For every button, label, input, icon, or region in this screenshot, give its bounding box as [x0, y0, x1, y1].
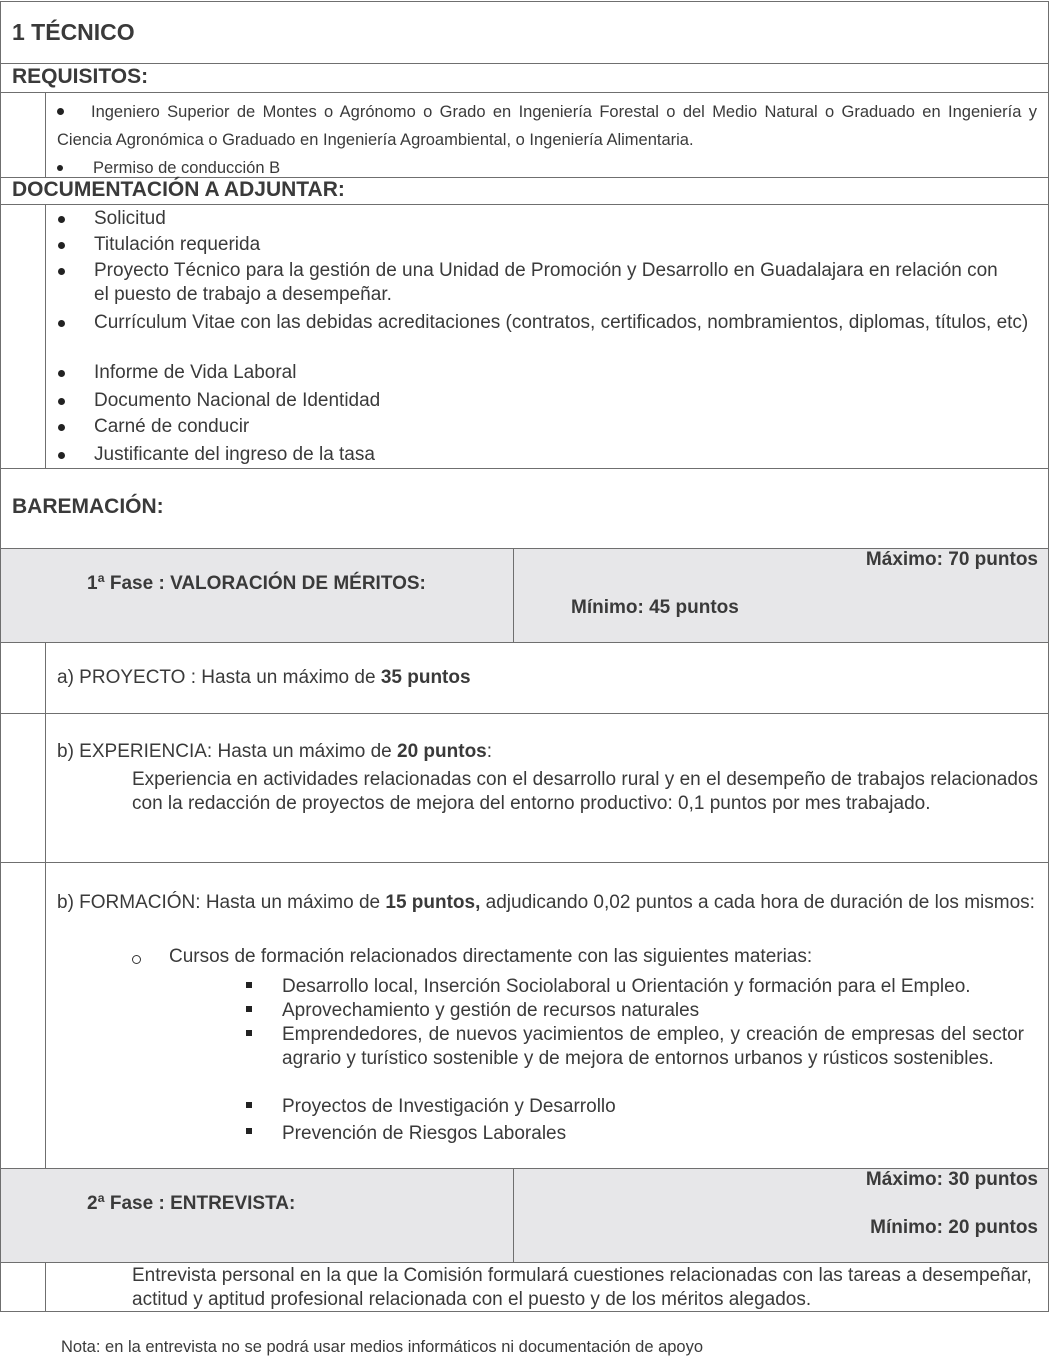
- square-bullet-icon: [246, 1006, 252, 1012]
- proyecto-text: a) PROYECTO : Hasta un máximo de 35 puntos: [57, 667, 471, 688]
- list-item: Desarrollo local, Inserción Sociolaboral u Orientación y formación para el Empleo.: [282, 976, 971, 997]
- square-bullet-icon: [246, 1030, 252, 1036]
- formacion-heading: b) FORMACIÓN: Hasta un máximo de 15 puntos, adjudicando 0,02 puntos a cada hora de duración de los mismos:: [57, 892, 1035, 913]
- list-item: Informe de Vida Laboral: [94, 362, 297, 383]
- list-item: Ingeniero Superior de Montes o Agrónomo o Grado en Ingeniería Forestal o del Medio Natural o Graduado en Ingeniería y Ciencia Agronómica o Graduado en Ingeniería Agroambiental, o Ingeniería Alimentaria.: [57, 103, 1037, 149]
- bullet-icon: [57, 165, 63, 171]
- square-bullet-icon: [246, 1102, 252, 1108]
- bullet-icon: [58, 398, 65, 405]
- bullet-icon: [58, 242, 65, 249]
- list-item: Solicitud: [94, 208, 166, 229]
- formacion-subheading: Cursos de formación relacionados directamente con las siguientes materias:: [169, 946, 813, 967]
- list-item: Justificante del ingreso de la tasa: [94, 444, 375, 465]
- fase1-max: Máximo: 70 puntos: [865, 549, 1038, 570]
- bullet-icon: [58, 370, 65, 377]
- fase2-min: Mínimo: 20 puntos: [870, 1217, 1038, 1238]
- square-bullet-icon: [246, 982, 252, 988]
- page-title: 1 TÉCNICO: [12, 19, 135, 45]
- list-item: Proyecto Técnico para la gestión de una Unidad de Promoción y Desarrollo en Guadalajara en relación con el puesto de trabajo a desempeñar.: [94, 260, 998, 305]
- baremacion-heading: BAREMACIÓN:: [12, 495, 164, 518]
- footnote: Nota: en la entrevista no se podrá usar medios informáticos ni documentación de apoyo: [61, 1338, 704, 1356]
- fase1-min: Mínimo: 45 puntos: [571, 597, 739, 618]
- list-item: Carné de conducir: [94, 416, 250, 437]
- list-item: Aprovechamiento y gestión de recursos naturales: [282, 1000, 700, 1021]
- bullet-icon: [58, 452, 65, 459]
- requisitos-list: [57, 98, 1037, 182]
- list-item: Prevención de Riesgos Laborales: [282, 1123, 567, 1144]
- list-item: Proyectos de Investigación y Desarrollo: [282, 1096, 616, 1117]
- list-item: Emprendedores, de nuevos yacimientos de empleo, y creación de empresas del sector agrario y turístico sostenible y de mejora de entornos urbanos y rústicos sostenibles.: [282, 1024, 1024, 1069]
- fase2-description: Entrevista personal en la que la Comisión formulará cuestiones relacionadas con las tareas a desempeñar, actitud y aptitud profesional relacionada con el puesto y de los méritos alegados.: [132, 1265, 1032, 1310]
- list-item: Documento Nacional de Identidad: [94, 390, 381, 411]
- requisitos-heading: REQUISITOS:: [12, 65, 149, 88]
- bullet-icon: [58, 268, 65, 275]
- experiencia-heading: b) EXPERIENCIA: Hasta un máximo de 20 puntos:: [57, 741, 493, 762]
- title-row: [0, 1, 1049, 64]
- square-bullet-icon: [246, 1128, 252, 1134]
- experiencia-description: Experiencia en actividades relacionadas con el desarrollo rural y en el desempeño de trabajos relacionados con la redacción de proyectos de mejora del entorno productivo: 0,1 puntos por mes trabajado.: [132, 769, 1038, 814]
- fase2-label: 2ª Fase : ENTREVISTA:: [87, 1193, 296, 1214]
- fase2-max: Máximo: 30 puntos: [865, 1169, 1038, 1190]
- list-item: Permiso de conducción B: [57, 154, 1037, 182]
- list-item: Titulación requerida: [94, 234, 261, 255]
- bullet-icon: [57, 108, 64, 115]
- fase1-label: 1ª Fase : VALORACIÓN DE MÉRITOS:: [87, 573, 426, 594]
- bullet-icon: [58, 320, 65, 327]
- documentacion-heading: DOCUMENTACIÓN A ADJUNTAR:: [12, 178, 345, 201]
- requisitos-heading-row: [0, 63, 1049, 93]
- list-item: Currículum Vitae con las debidas acreditaciones (contratos, certificados, nombramientos, diplomas, títulos, etc): [94, 312, 1029, 333]
- bullet-icon: [58, 216, 65, 223]
- circle-bullet-icon: [132, 955, 141, 964]
- bullet-icon: [58, 424, 65, 431]
